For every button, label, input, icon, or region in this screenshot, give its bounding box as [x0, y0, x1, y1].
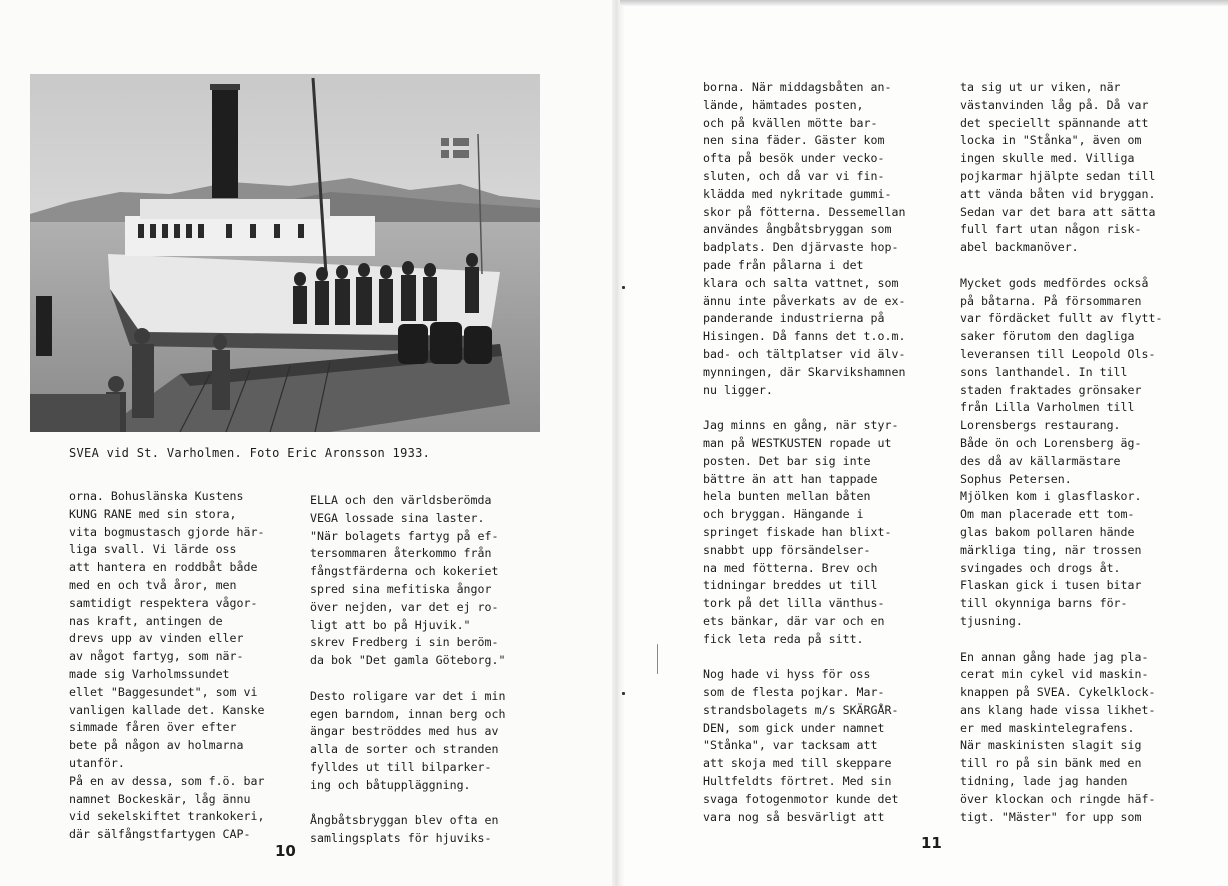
text-line: vara nog så besvärligt att [703, 809, 885, 824]
page-top-edge [620, 0, 1228, 6]
text-line: där sälfångstfartygen CAP- [69, 827, 251, 842]
paragraph [310, 688, 505, 795]
text-line: från Lilla Varholmen till [960, 400, 1135, 415]
right-column-2 [960, 79, 1162, 826]
text-line: vid sekelskiftet trankokeri, [69, 809, 265, 824]
ferry-photo [30, 74, 540, 432]
text-line: vanligen kallade det. Kanske [69, 702, 265, 717]
text-line: Om man placerade ett tom- [960, 507, 1135, 522]
text-line: cerat min cykel vid maskin- [960, 667, 1149, 682]
paragraph [960, 649, 1162, 827]
text-line: locka in "Stånka", även om [960, 133, 1142, 148]
text-line: märkliga ting, när trossen [960, 542, 1142, 557]
text-line: ängar beströddes med hus av [310, 724, 499, 739]
text-line: klädda med nykritade gummi- [703, 186, 892, 201]
text-line: nen sina fäder. Gäster kom [703, 133, 885, 148]
text-line: pade från pålarna i det [703, 257, 864, 272]
text-line: det speciellt spännande att [960, 115, 1149, 130]
text-line: spred sina mefitiska ångor [310, 581, 492, 596]
text-line: badplats. Den djärvaste hop- [703, 240, 899, 255]
text-line: er med maskintelegrafens. [960, 720, 1135, 735]
text-line: tork på det lilla vänthus- [703, 596, 885, 611]
text-line: man på WESTKUSTEN ropade ut [703, 435, 892, 450]
text-line: På en av dessa, som f.ö. bar [69, 773, 265, 788]
text-line: att vända båten vid bryggan. [960, 186, 1156, 201]
text-line: abel backmanöver. [960, 240, 1079, 255]
text-line: ofta på besök under vecko- [703, 151, 885, 166]
paragraph [703, 666, 905, 826]
text-line: västanvinden låg på. Då var [960, 97, 1149, 112]
text-line: Sedan var det bara att sätta [960, 204, 1156, 219]
text-line: made sig Varholmssundet [69, 666, 230, 681]
paragraph [960, 79, 1162, 257]
text-line: som de flesta pojkar. Mar- [703, 685, 885, 700]
text-line: till ro på sin bänk med en [960, 756, 1142, 771]
text-line: da bok "Det gamla Göteborg." [310, 653, 506, 668]
book-gutter [612, 0, 624, 886]
text-line: "När bolagets fartyg på ef- [310, 528, 499, 543]
text-line: att skoja med till skeppare [703, 756, 892, 771]
text-line: knappen på SVEA. Cykelklock- [960, 685, 1156, 700]
text-line: att hantera en roddbåt både [69, 560, 258, 575]
text-line: bete på någon av holmarna [69, 738, 244, 753]
text-line: När maskinisten slagit sig [960, 738, 1142, 753]
print-speck [622, 286, 625, 289]
paragraph [703, 79, 905, 399]
text-line: utanför. [69, 755, 125, 770]
text-line: av något fartyg, som när- [69, 649, 244, 664]
text-line: namnet Bockeskär, låg ännu [69, 791, 251, 806]
text-line: Sophus Petersen. [960, 471, 1072, 486]
text-line: bad- och tältplatser vid älv- [703, 346, 906, 361]
text-line: saker förutom den dagliga [960, 329, 1135, 344]
text-line: Både ön och Lorensberg äg- [960, 435, 1142, 450]
text-line: na med fötterna. Brev och [703, 560, 878, 575]
text-line: Mjölken kom i glasflaskor. [960, 489, 1142, 504]
text-line: staden fraktades grönsaker [960, 382, 1142, 397]
text-line: liga svall. Vi lärde oss [69, 542, 237, 557]
text-line: svingades och drogs åt. [960, 560, 1121, 575]
text-line: Hultfeldts förtret. Med sin [703, 774, 892, 789]
text-line: tjusning. [960, 613, 1023, 628]
text-line: Desto roligare var det i min [310, 688, 506, 703]
text-line: orna. Bohuslänska Kustens [69, 489, 244, 503]
text-line: sons lanthandel. In till [960, 364, 1128, 379]
text-line: fick leta reda på sitt. [703, 631, 864, 646]
paragraph [310, 812, 505, 848]
text-line: samlingsplats för hjuviks- [310, 831, 492, 846]
text-line: tidning, lade jag handen [960, 774, 1128, 789]
text-line: sluten, och då var vi fin- [703, 168, 885, 183]
text-line: skrev Fredberg i sin beröm- [310, 635, 499, 650]
text-line: glas bakom pollaren hände [960, 524, 1135, 539]
text-line: nas kraft, antingen de [69, 613, 223, 628]
text-line: Hisingen. Då fanns det t.o.m. [703, 329, 906, 344]
text-line: Mycket gods medfördes också [960, 275, 1149, 290]
text-line: Lorensbergs restaurang. [960, 418, 1121, 433]
left-column-2 [310, 492, 505, 848]
text-line: Ångbåtsbryggan blev ofta en [310, 813, 499, 828]
text-line: "Stånka", var tacksam att [703, 738, 878, 753]
text-line: ELLA och den världsberömda [310, 493, 492, 507]
photo-caption: SVEA vid St. Varholmen. Foto Eric Aronsson 1933. [69, 446, 431, 460]
text-line: till okynniga barns för- [960, 596, 1128, 611]
text-line: fylldes ut till bilparker- [310, 759, 492, 774]
text-line: leveransen till Leopold Ols- [960, 346, 1156, 361]
text-line: tersommaren återkommo från [310, 546, 492, 561]
text-line: användes ångbåtsbryggan som [703, 222, 892, 237]
print-speck [622, 692, 625, 695]
text-line: samtidigt respektera vågor- [69, 595, 258, 610]
text-line: ets bänkar, där var och en [703, 613, 885, 628]
text-line: borna. När middagsbåten an- [703, 80, 892, 94]
text-line: simmade fåren över efter [69, 720, 237, 735]
text-line: på båtarna. På försommaren [960, 293, 1142, 308]
text-line: mynningen, där Skarvikshamnen [703, 364, 906, 379]
text-line: över klockan och ringde häf- [960, 791, 1156, 806]
text-line: ing och båtuppläggning. [310, 777, 471, 792]
text-line: VEGA lossade sina laster. [310, 510, 485, 525]
text-line: med en och två åror, men [69, 577, 237, 592]
paragraph [703, 417, 905, 648]
text-line: drevs upp av vinden eller [69, 631, 244, 646]
text-line: skor på fötterna. Dessemellan [703, 204, 906, 219]
text-line: DEN, som gick under namnet [703, 720, 885, 735]
print-speck [657, 644, 658, 674]
text-line: ingen skulle med. Villiga [960, 151, 1135, 166]
page-number-right: 11 [921, 834, 942, 852]
text-line: lände, hämtades posten, [703, 97, 864, 112]
text-line: springet fiskade han blixt- [703, 524, 892, 539]
text-line: egen barndom, innan berg och [310, 706, 506, 721]
paragraph [960, 275, 1162, 631]
right-column-1 [703, 79, 905, 826]
text-line: klara och salta vattnet, som [703, 275, 899, 290]
text-line: vita bogmustasch gjorde här- [69, 524, 265, 539]
text-line: Jag minns en gång, när styr- [703, 418, 899, 433]
text-line: svaga fotogenmotor kunde det [703, 791, 899, 806]
left-column-1 [69, 488, 264, 844]
text-line: full fart utan någon risk- [960, 222, 1142, 237]
text-line: panderande industrierna på [703, 311, 885, 326]
text-line: bättre än att han tappade [703, 471, 878, 486]
text-line: alla de sorter och stranden [310, 742, 499, 757]
text-line: Flaskan gick i tusen bitar [960, 578, 1142, 593]
text-line: KUNG RANE med sin stora, [69, 506, 237, 521]
text-line: hela bunten mellan båten [703, 489, 871, 504]
text-line: ellet "Baggesundet", som vi [69, 684, 258, 699]
text-line: och på kvällen mötte bar- [703, 115, 878, 130]
text-line: ligt att bo på Hjuvik." [310, 617, 471, 632]
text-line: En annan gång hade jag pla- [960, 649, 1149, 664]
text-line: var fördäcket fullt av flytt- [960, 311, 1163, 326]
text-line: ans klang hade vissa likhet- [960, 702, 1156, 717]
paragraph [310, 492, 505, 670]
text-line: tigt. "Mäster" for upp som [960, 809, 1142, 824]
text-line: ta sig ut ur viken, när [960, 80, 1121, 94]
text-line: ännu inte påverkats av de ex- [703, 293, 906, 308]
paragraph [69, 488, 264, 844]
text-line: des då av källarmästare [960, 453, 1121, 468]
text-line: posten. Det bar sig inte [703, 453, 871, 468]
text-line: fångstfärderna och kokeriet [310, 564, 499, 579]
text-line: strandsbolagets m/s SKÄRGÅR- [703, 702, 899, 717]
text-line: och bryggan. Hängande i [703, 507, 864, 522]
page-number-left: 10 [275, 842, 296, 860]
text-line: pojkarmar hjälpte sedan till [960, 168, 1156, 183]
text-line: över nejden, var det ej ro- [310, 599, 499, 614]
text-line: snabbt upp försändelser- [703, 542, 871, 557]
text-line: Nog hade vi hyss för oss [703, 667, 871, 682]
text-line: nu ligger. [703, 382, 773, 397]
text-line: tidningar breddes ut till [703, 578, 878, 593]
